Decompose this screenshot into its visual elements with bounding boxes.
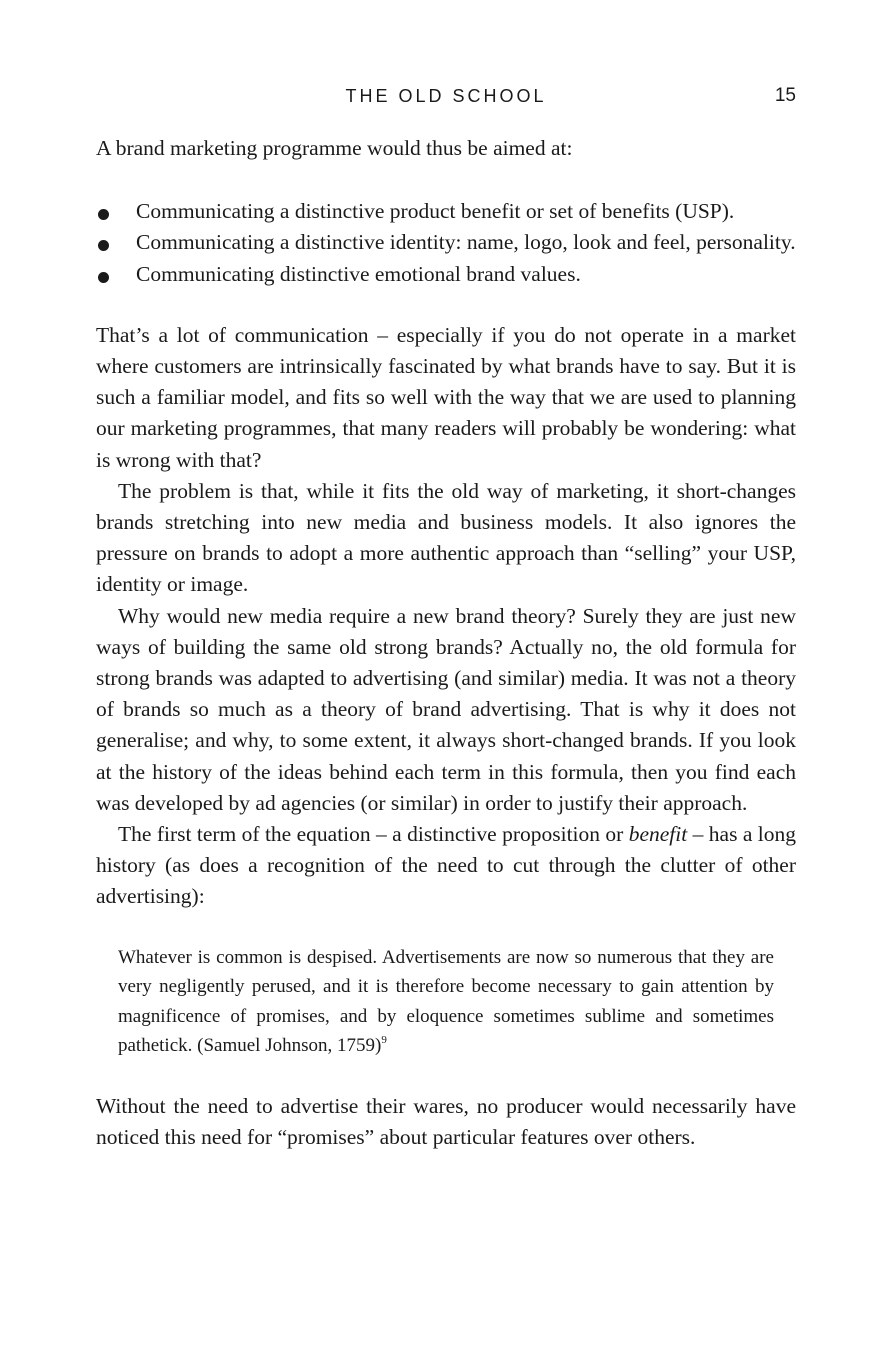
bullet-icon <box>98 209 109 220</box>
bullet-item <box>96 196 796 227</box>
quote-text: Whatever is common is despised. Advertisements are now so numerous that they are very negligently perused, and it is therefore become necessary to gain attention by magnificence of promises, and by eloquence sometimes sublime and sometimes pathetick. (Samuel Johnson, 1759) <box>118 946 774 1057</box>
paragraph: That’s a lot of communication – especially if you do not operate in a market where customers are intrinsically fascinated by what brands have to say. But it is such a familiar model, and fits so well with the way that we are used to planning our marketing programmes, that many readers will probably be wondering: what is wrong with that? <box>96 322 796 472</box>
body-text <box>96 133 796 1153</box>
bullet-list <box>96 196 796 290</box>
bullet-icon <box>98 240 109 251</box>
bullet-text: Communicating distinctive emotional brand values. <box>136 261 581 286</box>
paragraph <box>96 819 796 913</box>
bullet-text: Communicating a distinctive identity: name, logo, look and feel, personality. <box>136 230 796 255</box>
bullet-item <box>96 227 796 258</box>
bullet-text: Communicating a distinctive product benefit or set of benefits (USP). <box>136 199 735 224</box>
emphasis-benefit: benefit <box>628 822 688 847</box>
paragraph-text: – has a long history (as does a recognition of the need to cut through the clutter of other advertising): <box>96 822 796 909</box>
page-number: 15 <box>774 85 796 106</box>
paragraph: Why would new media require a new brand theory? Surely they are just new ways of building the same old strong brands? Actually no, the old formula for strong brands was adapted to advertising (and similar) media. It was not a theory of brands so much as a theory of brand advertising. That is why it does not generalise; and why, to some extent, it always short-changed brands. If you look at the history of the ideas behind each term in this formula, then you find each was developed by ad agencies (or similar) in order to justify their approach. <box>96 603 796 815</box>
paragraph: Without the need to advertise their wares, no producer would necessarily have noticed this need for “promises” about particular features over others. <box>96 1093 796 1149</box>
bullet-item <box>96 259 796 290</box>
block-quote <box>118 943 774 1061</box>
intro-paragraph: A brand marketing programme would thus be aimed at: <box>96 136 573 160</box>
bullet-icon <box>98 272 109 283</box>
running-title: THE OLD SCHOOL <box>345 86 547 106</box>
footnote-marker: 9 <box>381 1034 387 1047</box>
paragraph-text: The first term of the equation – a distinctive proposition or <box>118 822 629 847</box>
running-head <box>96 84 796 108</box>
paragraph: The problem is that, while it fits the old way of marketing, it short-changes brands stretching into new media and business models. It also ignores the pressure on brands to adopt a more authentic approach than “selling” your USP, identity or image. <box>96 478 796 597</box>
